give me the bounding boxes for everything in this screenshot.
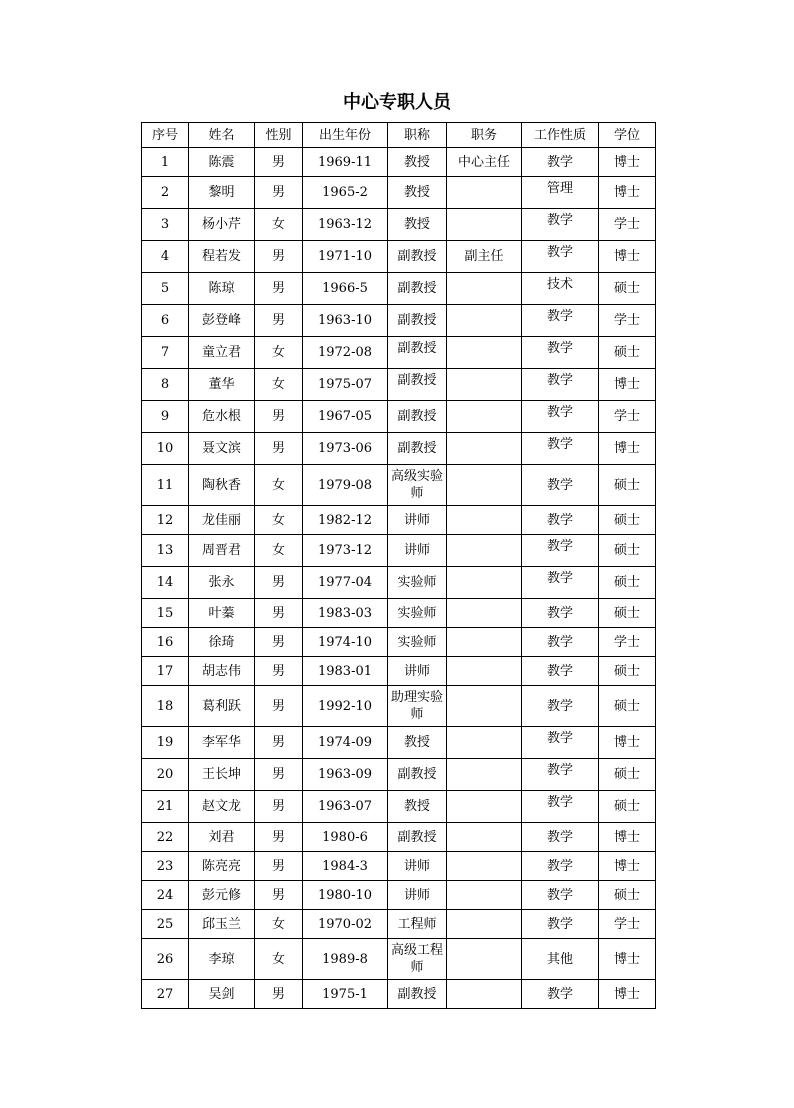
cell-title: 副教授 — [388, 241, 447, 273]
table-row — [142, 628, 656, 657]
cell-degree: 博士 — [599, 980, 656, 1009]
cell-work-type: 教学 — [522, 686, 599, 727]
cell-name: 陈亮亮 — [189, 852, 255, 881]
table-row — [142, 686, 656, 727]
cell-index: 12 — [142, 506, 189, 535]
cell-degree: 硕士 — [599, 881, 656, 910]
cell-position — [447, 337, 522, 369]
cell-index: 24 — [142, 881, 189, 910]
cell-birth: 1980-10 — [303, 881, 388, 910]
table-row — [142, 209, 656, 241]
cell-degree: 博士 — [599, 369, 656, 401]
cell-gender: 男 — [255, 657, 303, 686]
cell-title: 教授 — [388, 209, 447, 241]
cell-index: 22 — [142, 823, 189, 852]
cell-work-type: 教学 — [522, 759, 599, 791]
cell-name: 葛利跃 — [189, 686, 255, 727]
cell-birth: 1980-6 — [303, 823, 388, 852]
cell-name: 董华 — [189, 369, 255, 401]
cell-gender: 男 — [255, 177, 303, 209]
cell-position — [447, 727, 522, 759]
cell-work-type: 教学 — [522, 535, 599, 567]
cell-name: 叶蓁 — [189, 599, 255, 628]
cell-name: 徐琦 — [189, 628, 255, 657]
cell-index: 10 — [142, 433, 189, 465]
cell-birth: 1963-10 — [303, 305, 388, 337]
column-header-birth: 出生年份 — [303, 123, 388, 148]
table-row — [142, 177, 656, 209]
column-header-gender: 性别 — [255, 123, 303, 148]
cell-position — [447, 910, 522, 939]
cell-position — [447, 567, 522, 599]
cell-title: 教授 — [388, 727, 447, 759]
cell-position — [447, 759, 522, 791]
cell-title: 副教授 — [388, 823, 447, 852]
cell-gender: 男 — [255, 881, 303, 910]
table-row — [142, 657, 656, 686]
cell-index: 1 — [142, 148, 189, 177]
cell-birth: 1965-2 — [303, 177, 388, 209]
cell-title: 副教授 — [388, 401, 447, 433]
cell-degree: 博士 — [599, 939, 656, 980]
cell-name: 杨小芹 — [189, 209, 255, 241]
cell-name: 周晋君 — [189, 535, 255, 567]
cell-birth: 1963-12 — [303, 209, 388, 241]
cell-position — [447, 657, 522, 686]
cell-index: 26 — [142, 939, 189, 980]
cell-name: 吴剑 — [189, 980, 255, 1009]
cell-work-type: 教学 — [522, 241, 599, 273]
cell-index: 27 — [142, 980, 189, 1009]
cell-name: 黎明 — [189, 177, 255, 209]
cell-position: 副主任 — [447, 241, 522, 273]
cell-index: 16 — [142, 628, 189, 657]
cell-name: 彭元修 — [189, 881, 255, 910]
cell-index: 13 — [142, 535, 189, 567]
cell-birth: 1983-01 — [303, 657, 388, 686]
cell-position — [447, 823, 522, 852]
cell-gender: 男 — [255, 401, 303, 433]
table-row — [142, 305, 656, 337]
cell-index: 9 — [142, 401, 189, 433]
cell-position — [447, 628, 522, 657]
cell-index: 15 — [142, 599, 189, 628]
cell-name: 聂文滨 — [189, 433, 255, 465]
cell-name: 龙佳丽 — [189, 506, 255, 535]
cell-index: 21 — [142, 791, 189, 823]
cell-degree: 硕士 — [599, 506, 656, 535]
cell-gender: 男 — [255, 759, 303, 791]
table-row — [142, 401, 656, 433]
cell-position — [447, 686, 522, 727]
cell-title: 教授 — [388, 148, 447, 177]
cell-gender: 女 — [255, 939, 303, 980]
cell-position — [447, 852, 522, 881]
cell-gender: 男 — [255, 599, 303, 628]
cell-title: 高级工程师 — [388, 939, 447, 980]
cell-index: 6 — [142, 305, 189, 337]
column-header-work-type: 工作性质 — [522, 123, 599, 148]
cell-title: 讲师 — [388, 852, 447, 881]
cell-title: 副教授 — [388, 759, 447, 791]
cell-name: 李琼 — [189, 939, 255, 980]
cell-title: 副教授 — [388, 337, 447, 369]
cell-title: 副教授 — [388, 305, 447, 337]
cell-gender: 男 — [255, 305, 303, 337]
cell-position — [447, 791, 522, 823]
cell-work-type: 教学 — [522, 401, 599, 433]
cell-birth: 1974-10 — [303, 628, 388, 657]
cell-gender: 男 — [255, 686, 303, 727]
cell-position — [447, 369, 522, 401]
cell-degree: 博士 — [599, 241, 656, 273]
cell-title: 副教授 — [388, 369, 447, 401]
table-row — [142, 939, 656, 980]
cell-work-type: 教学 — [522, 852, 599, 881]
cell-birth: 1989-8 — [303, 939, 388, 980]
cell-gender: 女 — [255, 209, 303, 241]
cell-title: 讲师 — [388, 535, 447, 567]
table-row — [142, 852, 656, 881]
cell-title: 高级实验师 — [388, 465, 447, 506]
cell-birth: 1992-10 — [303, 686, 388, 727]
cell-work-type: 其他 — [522, 939, 599, 980]
cell-work-type: 教学 — [522, 369, 599, 401]
cell-name: 程若发 — [189, 241, 255, 273]
cell-birth: 1975-1 — [303, 980, 388, 1009]
cell-birth: 1967-05 — [303, 401, 388, 433]
cell-degree: 学士 — [599, 305, 656, 337]
table-row — [142, 980, 656, 1009]
cell-work-type: 教学 — [522, 980, 599, 1009]
cell-name: 陈琼 — [189, 273, 255, 305]
cell-title: 副教授 — [388, 980, 447, 1009]
table-row — [142, 369, 656, 401]
cell-degree: 硕士 — [599, 273, 656, 305]
cell-birth: 1970-02 — [303, 910, 388, 939]
cell-gender: 男 — [255, 567, 303, 599]
cell-work-type: 教学 — [522, 910, 599, 939]
cell-position: 中心主任 — [447, 148, 522, 177]
table-row — [142, 567, 656, 599]
cell-work-type: 教学 — [522, 567, 599, 599]
cell-degree: 学士 — [599, 209, 656, 241]
table-row — [142, 823, 656, 852]
cell-degree: 博士 — [599, 148, 656, 177]
cell-title: 讲师 — [388, 506, 447, 535]
cell-work-type: 教学 — [522, 209, 599, 241]
cell-position — [447, 465, 522, 506]
cell-gender: 女 — [255, 910, 303, 939]
cell-gender: 男 — [255, 433, 303, 465]
cell-gender: 男 — [255, 241, 303, 273]
cell-title: 讲师 — [388, 881, 447, 910]
column-header-title: 职称 — [388, 123, 447, 148]
cell-birth: 1984-3 — [303, 852, 388, 881]
cell-index: 5 — [142, 273, 189, 305]
cell-work-type: 教学 — [522, 657, 599, 686]
page-title: 中心专职人员 — [343, 92, 451, 113]
cell-degree: 学士 — [599, 910, 656, 939]
table-row — [142, 337, 656, 369]
cell-title: 副教授 — [388, 433, 447, 465]
cell-name: 陈震 — [189, 148, 255, 177]
table-header-row — [142, 123, 656, 148]
table-row — [142, 465, 656, 506]
cell-name: 王长坤 — [189, 759, 255, 791]
cell-work-type: 技术 — [522, 273, 599, 305]
cell-degree: 博士 — [599, 852, 656, 881]
table-row — [142, 506, 656, 535]
table-row — [142, 599, 656, 628]
cell-degree: 硕士 — [599, 599, 656, 628]
cell-name: 彭登峰 — [189, 305, 255, 337]
cell-gender: 男 — [255, 791, 303, 823]
cell-degree: 硕士 — [599, 791, 656, 823]
cell-birth: 1982-12 — [303, 506, 388, 535]
cell-work-type: 教学 — [522, 465, 599, 506]
cell-index: 17 — [142, 657, 189, 686]
cell-title: 助理实验师 — [388, 686, 447, 727]
cell-name: 陶秋香 — [189, 465, 255, 506]
cell-birth: 1969-11 — [303, 148, 388, 177]
cell-name: 李军华 — [189, 727, 255, 759]
column-header-index: 序号 — [142, 123, 189, 148]
cell-birth: 1966-5 — [303, 273, 388, 305]
cell-gender: 男 — [255, 273, 303, 305]
cell-title: 工程师 — [388, 910, 447, 939]
cell-position — [447, 305, 522, 337]
cell-position — [447, 209, 522, 241]
cell-index: 11 — [142, 465, 189, 506]
cell-gender: 女 — [255, 535, 303, 567]
cell-gender: 女 — [255, 337, 303, 369]
cell-title: 副教授 — [388, 273, 447, 305]
cell-index: 20 — [142, 759, 189, 791]
cell-title: 教授 — [388, 177, 447, 209]
cell-title: 实验师 — [388, 567, 447, 599]
cell-work-type: 管理 — [522, 177, 599, 209]
column-header-position: 职务 — [447, 123, 522, 148]
cell-degree: 博士 — [599, 823, 656, 852]
cell-title: 教授 — [388, 791, 447, 823]
cell-work-type: 教学 — [522, 791, 599, 823]
cell-name: 张永 — [189, 567, 255, 599]
table-row — [142, 759, 656, 791]
cell-gender: 男 — [255, 980, 303, 1009]
cell-index: 19 — [142, 727, 189, 759]
cell-birth: 1963-09 — [303, 759, 388, 791]
cell-work-type: 教学 — [522, 337, 599, 369]
cell-birth: 1979-08 — [303, 465, 388, 506]
cell-name: 童立君 — [189, 337, 255, 369]
cell-title: 实验师 — [388, 628, 447, 657]
cell-birth: 1975-07 — [303, 369, 388, 401]
cell-birth: 1983-03 — [303, 599, 388, 628]
cell-index: 4 — [142, 241, 189, 273]
table-row — [142, 791, 656, 823]
cell-position — [447, 939, 522, 980]
cell-birth: 1973-06 — [303, 433, 388, 465]
cell-work-type: 教学 — [522, 148, 599, 177]
cell-title: 讲师 — [388, 657, 447, 686]
cell-gender: 男 — [255, 852, 303, 881]
cell-degree: 硕士 — [599, 465, 656, 506]
table-row — [142, 727, 656, 759]
cell-position — [447, 401, 522, 433]
cell-position — [447, 980, 522, 1009]
cell-name: 邱玉兰 — [189, 910, 255, 939]
cell-index: 2 — [142, 177, 189, 209]
cell-work-type: 教学 — [522, 506, 599, 535]
cell-gender: 男 — [255, 628, 303, 657]
table-row — [142, 535, 656, 567]
cell-degree: 博士 — [599, 177, 656, 209]
cell-work-type: 教学 — [522, 628, 599, 657]
cell-birth: 1972-08 — [303, 337, 388, 369]
cell-birth: 1977-04 — [303, 567, 388, 599]
column-header-degree: 学位 — [599, 123, 656, 148]
cell-birth: 1971-10 — [303, 241, 388, 273]
table-row — [142, 433, 656, 465]
cell-degree: 硕士 — [599, 657, 656, 686]
table-row — [142, 910, 656, 939]
cell-degree: 博士 — [599, 433, 656, 465]
cell-work-type: 教学 — [522, 881, 599, 910]
cell-degree: 硕士 — [599, 567, 656, 599]
cell-gender: 女 — [255, 465, 303, 506]
cell-name: 危水根 — [189, 401, 255, 433]
cell-work-type: 教学 — [522, 305, 599, 337]
cell-gender: 男 — [255, 148, 303, 177]
cell-work-type: 教学 — [522, 823, 599, 852]
cell-degree: 硕士 — [599, 759, 656, 791]
cell-index: 3 — [142, 209, 189, 241]
table-row — [142, 881, 656, 910]
cell-degree: 博士 — [599, 727, 656, 759]
cell-index: 23 — [142, 852, 189, 881]
cell-position — [447, 177, 522, 209]
cell-degree: 学士 — [599, 628, 656, 657]
cell-position — [447, 273, 522, 305]
column-header-name: 姓名 — [189, 123, 255, 148]
cell-degree: 硕士 — [599, 535, 656, 567]
cell-gender: 女 — [255, 506, 303, 535]
cell-index: 14 — [142, 567, 189, 599]
cell-index: 8 — [142, 369, 189, 401]
table-row — [142, 241, 656, 273]
cell-name: 赵文龙 — [189, 791, 255, 823]
cell-position — [447, 881, 522, 910]
cell-birth: 1973-12 — [303, 535, 388, 567]
cell-position — [447, 599, 522, 628]
cell-position — [447, 433, 522, 465]
cell-degree: 学士 — [599, 401, 656, 433]
cell-degree: 硕士 — [599, 686, 656, 727]
cell-position — [447, 506, 522, 535]
cell-work-type: 教学 — [522, 599, 599, 628]
cell-gender: 男 — [255, 823, 303, 852]
table-row — [142, 273, 656, 305]
staff-table — [141, 122, 656, 1009]
cell-position — [447, 535, 522, 567]
table-body — [142, 148, 656, 1009]
cell-degree: 硕士 — [599, 337, 656, 369]
cell-title: 实验师 — [388, 599, 447, 628]
cell-work-type: 教学 — [522, 433, 599, 465]
table-row — [142, 148, 656, 177]
cell-work-type: 教学 — [522, 727, 599, 759]
cell-name: 胡志伟 — [189, 657, 255, 686]
cell-gender: 女 — [255, 369, 303, 401]
cell-birth: 1963-07 — [303, 791, 388, 823]
cell-birth: 1974-09 — [303, 727, 388, 759]
cell-index: 7 — [142, 337, 189, 369]
cell-index: 18 — [142, 686, 189, 727]
cell-name: 刘君 — [189, 823, 255, 852]
cell-index: 25 — [142, 910, 189, 939]
cell-gender: 男 — [255, 727, 303, 759]
